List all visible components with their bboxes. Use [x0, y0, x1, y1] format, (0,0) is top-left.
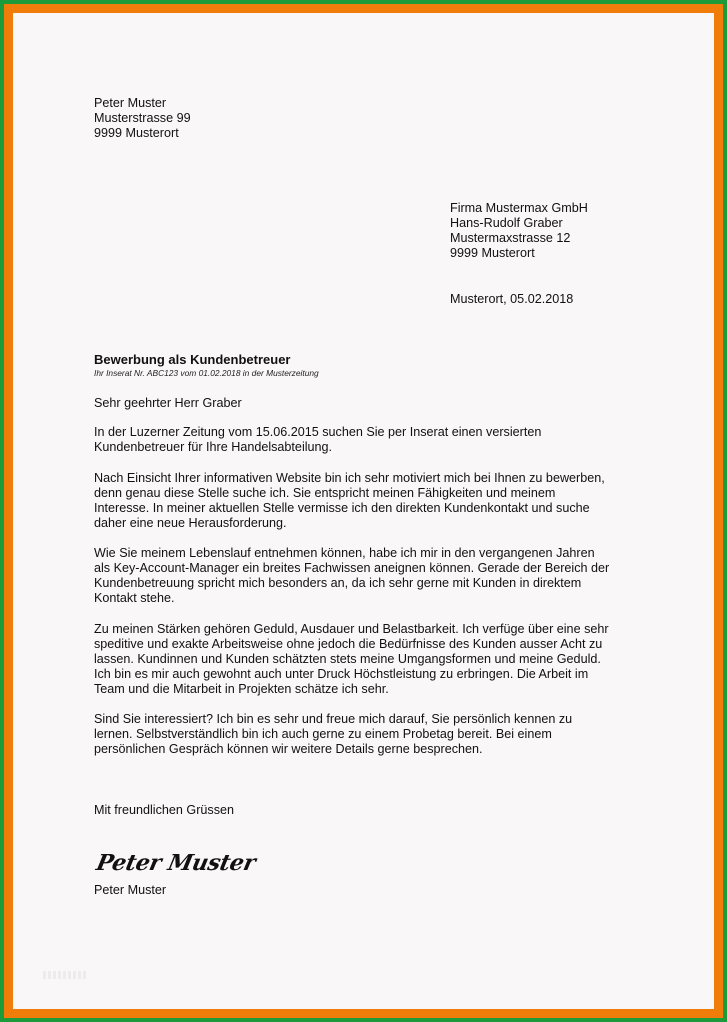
salutation: Sehr geehrter Herr Graber	[94, 396, 242, 410]
sender-city: 9999 Musterort	[94, 126, 179, 140]
paragraph-4	[94, 622, 609, 697]
sender-name: Peter Muster	[94, 96, 167, 110]
paragraph-line: In der Luzerner Zeitung vom 15.06.2015 suchen Sie per Inserat einen versierten	[94, 425, 542, 439]
closing: Mit freundlichen Grüssen	[94, 803, 234, 817]
paragraph-5	[94, 712, 572, 757]
signer-name: Peter Muster	[94, 883, 167, 897]
place-date: Musterort, 05.02.2018	[450, 292, 574, 306]
paragraph-line: Team und die Mitarbeit in Projekten schätze ich sehr.	[94, 682, 389, 696]
paragraph-1	[94, 425, 541, 455]
paragraph-line: denn genau diese Stelle suche ich. Sie entspricht meinen Fähigkeiten und meinem	[94, 486, 556, 500]
letter-reference: Ihr Inserat Nr. ABC123 vom 01.02.2018 in der Musterzeitung	[94, 368, 319, 378]
paragraph-line: lernen. Selbstverständlich bin ich auch gerne zu einem Probetag bereit. Bei einem	[94, 727, 552, 741]
paragraph-line: persönlichen Gespräch können wir weitere Details gerne besprechen.	[94, 742, 483, 756]
recipient-contact: Hans-Rudolf Graber	[450, 216, 563, 230]
paragraph-line: Ich bin es mir auch gewohnt auch unter Druck Höchstleistung zu erbringen. Die Arbeit im	[94, 667, 589, 681]
handwritten-signature: Peter Muster	[94, 850, 258, 876]
recipient-city: 9999 Musterort	[450, 246, 535, 260]
recipient-company: Firma Mustermax GmbH	[450, 201, 588, 215]
paragraph-line: daher eine neue Herausforderung.	[94, 516, 287, 530]
paragraph-line: Interesse. In meiner aktuellen Stelle vermisse ich den direkten Kundenkontakt und suche	[94, 501, 590, 515]
recipient-street: Mustermaxstrasse 12	[450, 231, 571, 245]
paragraph-3	[94, 546, 609, 606]
paragraph-line: Kundenbetreuer für Ihre Handelsabteilung.	[94, 440, 333, 454]
paragraph-line: als Key-Account-Manager ein breites Fachwissen aneignen können. Gerade der Bereich der	[94, 561, 610, 575]
paragraph-line: speditive und exakte Arbeitsweise ohne jedoch die Bedürfnisse des Kunden ausser Acht zu	[94, 637, 603, 651]
paragraph-line: Nach Einsicht Ihrer informativen Website bin ich sehr motiviert mich bei Ihnen zu bewerben,	[94, 471, 605, 485]
paragraph-line: lassen. Kundinnen und Kunden schätzten stets meine Umgangsformen und meine Geduld.	[94, 652, 601, 666]
paragraph-line: Kundenbetreuung spricht mich besonders an, da ich sehr gerne mit Kunden in direktem	[94, 576, 582, 590]
letter-subject: Bewerbung als Kundenbetreuer	[94, 352, 291, 367]
paragraph-line: Zu meinen Stärken gehören Geduld, Ausdauer und Belastbarkeit. Ich verfüge über eine sehr	[94, 622, 609, 636]
letter-page	[13, 13, 714, 1009]
paragraph-line: Sind Sie interessiert? Ich bin es sehr und freue mich darauf, Sie persönlich kennen zu	[94, 712, 573, 726]
paragraph-line: Wie Sie meinem Lebenslauf entnehmen können, habe ich mir in den vergangenen Jahren	[94, 546, 595, 560]
paragraph-2	[94, 471, 605, 531]
recipient-address	[450, 201, 588, 261]
sender-address	[94, 96, 191, 141]
sender-street: Musterstrasse 99	[94, 111, 191, 125]
paragraph-line: Kontakt stehe.	[94, 591, 175, 605]
faint-watermark	[43, 971, 87, 979]
